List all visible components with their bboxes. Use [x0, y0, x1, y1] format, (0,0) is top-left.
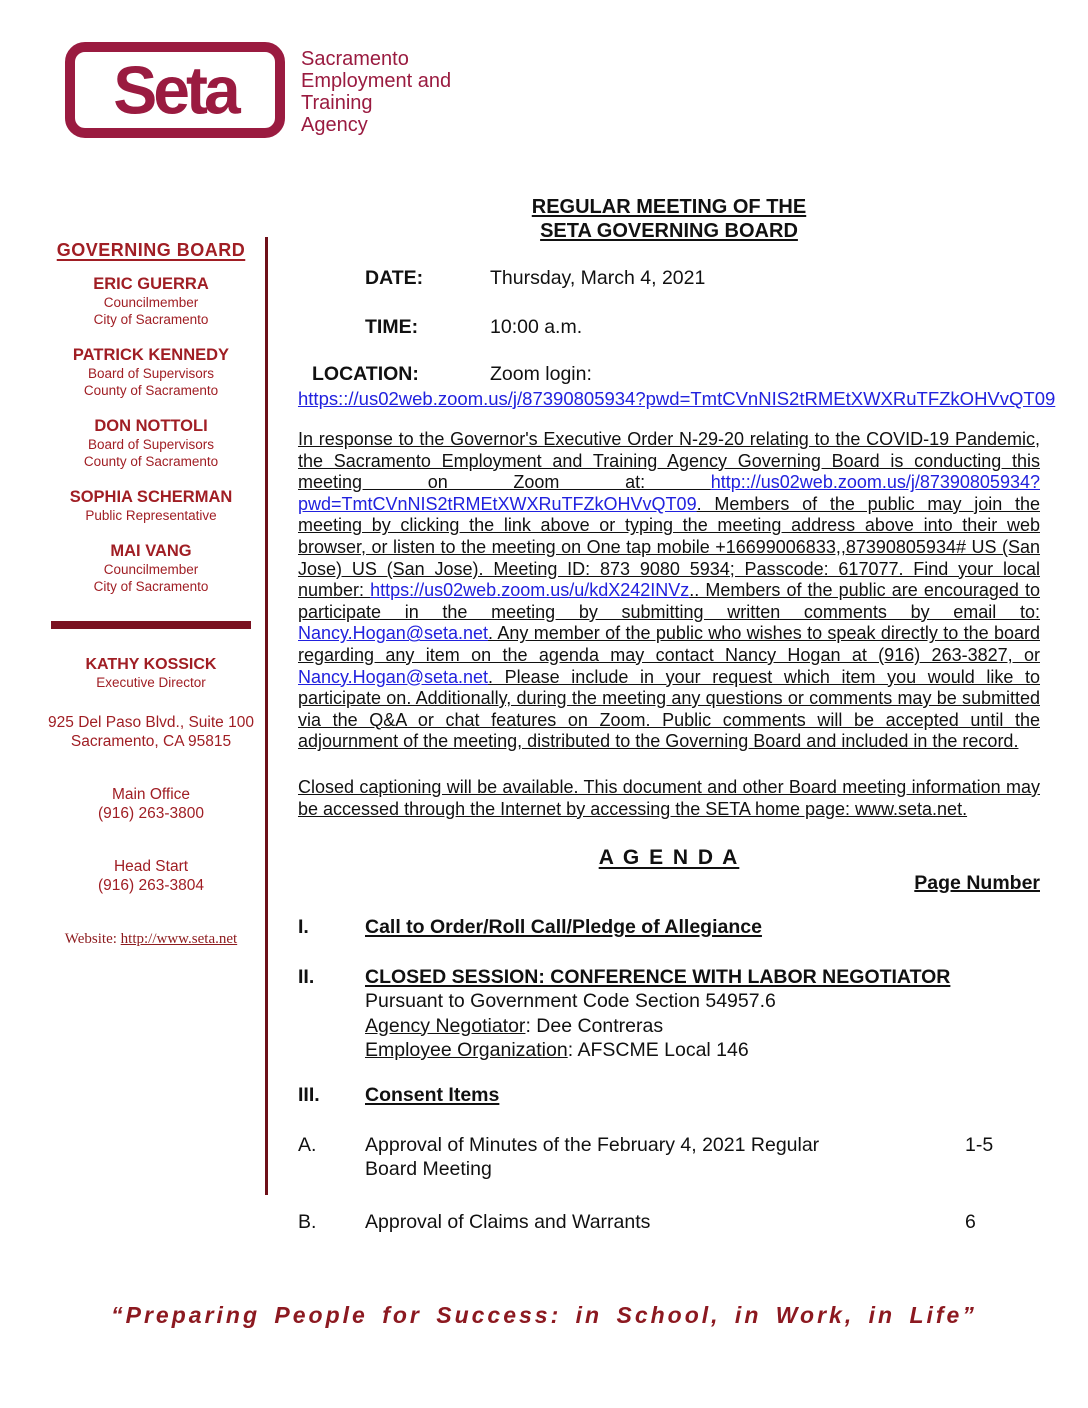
covid-notice-paragraph [298, 429, 1040, 753]
main-content [298, 195, 1056, 1234]
contact-phone: (916) 263-3800 [98, 805, 204, 822]
date-value: Thursday, March 4, 2021 [490, 267, 706, 289]
consent-item-page: 6 [965, 1210, 976, 1233]
zoom-meeting-link-inline[interactable]: http:://us02web.zoom.us/j/87390805934?pwd=TmtCVnNIS2tRMEtXWXRuTFZkOHVvQT09 [298, 472, 1040, 514]
address-line: Sacramento, CA 95815 [70, 733, 232, 750]
board-member-role: Board of Supervisors [87, 437, 215, 452]
board-member [40, 275, 262, 328]
date-label: DATE: [365, 267, 424, 289]
time-row [298, 316, 1040, 340]
location-row [298, 363, 1040, 387]
agenda-item-title: Consent Items [365, 1083, 500, 1106]
location-label: LOCATION: [312, 363, 419, 385]
board-member-role: Board of Supervisors [87, 366, 215, 381]
executive-director-block [40, 655, 262, 691]
agenda-item-3 [298, 1083, 1040, 1107]
board-member [40, 417, 262, 470]
consent-item-a [298, 1133, 1040, 1182]
agency-name-line: Sacramento [301, 48, 409, 70]
contact-label: Main Office [111, 786, 191, 803]
board-member-role: County of Sacramento [83, 383, 219, 398]
notice-text: . Any member of the public who wishes to speak directly to the board regarding any item on the agenda may contact Nancy Hogan at (916) 263-3827, or [298, 623, 1040, 665]
board-member [40, 542, 262, 595]
board-member-role: City of Sacramento [93, 579, 209, 594]
agenda-item-numeral: I. [298, 916, 309, 939]
notice-text: . Members of the public may join the meeting by clicking the link above or typing the meeting address above into their web browser, or listen to the meeting on One tap mobile +16699006833,,87390805934# US (San Jose) US (San Jose). Meeting ID: 873 9080 5934; Passcode: 617077. Find your local number: [298, 493, 1040, 601]
board-member-name: DON NOTTOLI [94, 417, 208, 435]
executive-director-name: KATHY KOSSICK [85, 656, 217, 673]
head-start-contact [40, 857, 262, 895]
seta-logo [65, 42, 285, 138]
agenda-item-1 [298, 915, 1040, 939]
meeting-title-line2: SETA GOVERNING BOARD [540, 220, 798, 242]
consent-item-letter: B. [298, 1210, 317, 1233]
board-member [40, 346, 262, 399]
seta-logo-text: Seta [113, 52, 237, 128]
agency-name-line: Agency [301, 114, 368, 136]
consent-item-page: 1-5 [965, 1133, 994, 1156]
page-number-column-header: Page Number [914, 872, 1040, 895]
consent-item-letter: A. [298, 1133, 317, 1156]
agenda-item-title: CLOSED SESSION: CONFERENCE WITH LABOR NEGOTIATOR [365, 966, 951, 989]
contact-phone: (916) 263-3804 [98, 877, 204, 894]
website-line [40, 931, 262, 948]
sidebar-vertical-rule [265, 237, 268, 1195]
notice-text: In response to the Governor's Executive Order N-29-20 relating to the COVID-19 Pandemic, the Sacramento Employment and Training Agency Governing Board is conducting this meeting on Zoom at: [298, 429, 1040, 493]
notice-text: .. Members of the public are encouraged to participate in the meeting by submitting written comments by email to: [298, 580, 1040, 622]
agency-name-line: Employment and [301, 70, 452, 92]
address-line: 925 Del Paso Blvd., Suite 100 [48, 714, 254, 731]
executive-director-title: Executive Director [96, 675, 206, 690]
agency-name-line: Training [301, 92, 373, 114]
sidebar-divider-bar [51, 621, 251, 629]
board-member-role: Councilmember [103, 295, 199, 310]
website-label: Website: [64, 931, 121, 947]
meeting-title [298, 195, 1040, 243]
notice-text: . Please include in your request which item you would like to participate on. Additionally, during the meeting any questions or comments may be submitted via the Q&A or chat features on Zoom. Public comments will be accepted until the adjournment of the meeting, distributed to the Governing Board and included in the record. [298, 666, 1040, 752]
agenda-item-2-organization: Employee Organization: AFSCME Local 146 [365, 1039, 749, 1062]
board-member-role: Councilmember [103, 562, 199, 577]
email-link[interactable]: Nancy.Hogan@seta.net [298, 623, 489, 644]
agency-address [40, 713, 262, 751]
agenda-item-2-detail: Pursuant to Government Code Section 54957.6 [365, 990, 776, 1013]
governing-board-heading: GOVERNING BOARD [56, 240, 246, 260]
governing-board-sidebar [40, 240, 262, 948]
agenda-item-2-negotiator: Agency Negotiator: Dee Contreras [365, 1014, 664, 1037]
agenda-item-2 [298, 965, 1040, 989]
time-label: TIME: [365, 316, 419, 338]
board-member-name: PATRICK KENNEDY [72, 346, 230, 364]
email-link[interactable]: Nancy.Hogan@seta.net [298, 666, 489, 687]
date-row [298, 267, 1040, 291]
time-value: 10:00 a.m. [490, 316, 583, 338]
consent-item-b [298, 1210, 1040, 1235]
agenda-heading: A G E N D A [598, 846, 740, 870]
closed-captioning-paragraph: Closed captioning will be available. This document and other Board meeting information may be accessed through the Internet by accessing the SETA home page: www.seta.net. [298, 776, 1040, 819]
main-office-contact [40, 785, 262, 823]
board-member [40, 488, 262, 524]
zoom-local-number-link[interactable]: https://us02web.zoom.us/u/kdX242INVz [370, 580, 690, 601]
agenda-item-title: Call to Order/Roll Call/Pledge of Allegiance [365, 916, 762, 939]
meeting-title-line1: REGULAR MEETING OF THE [531, 196, 807, 218]
board-member-role: City of Sacramento [93, 312, 209, 327]
agenda-item-numeral: II. [298, 966, 315, 989]
consent-item-text: Approval of Minutes of the February 4, 2021 Regular Board Meeting [365, 1133, 820, 1181]
website-link[interactable]: http://www.seta.net [120, 931, 238, 947]
consent-item-text: Approval of Claims and Warrants [365, 1210, 651, 1233]
board-member-name: SOPHIA SCHERMAN [69, 488, 233, 506]
board-member-role: Public Representative [85, 508, 217, 523]
motto-tagline: “Preparing People for Success: in School, in Work, in Life” [111, 1302, 977, 1328]
location-value: Zoom login: [490, 363, 592, 385]
contact-label: Head Start [113, 858, 189, 875]
agenda-item-numeral: III. [298, 1083, 320, 1106]
board-member-role: County of Sacramento [83, 454, 219, 469]
zoom-meeting-link[interactable]: https:://us02web.zoom.us/j/87390805934?pwd=TmtCVnNIS2tRMEtXWXRuTFZkOHVvQT09 [298, 388, 1056, 409]
board-member-name: ERIC GUERRA [93, 275, 209, 293]
agency-name [301, 48, 451, 136]
board-member-name: MAI VANG [110, 542, 192, 560]
zoom-login-link-line [298, 387, 1056, 411]
